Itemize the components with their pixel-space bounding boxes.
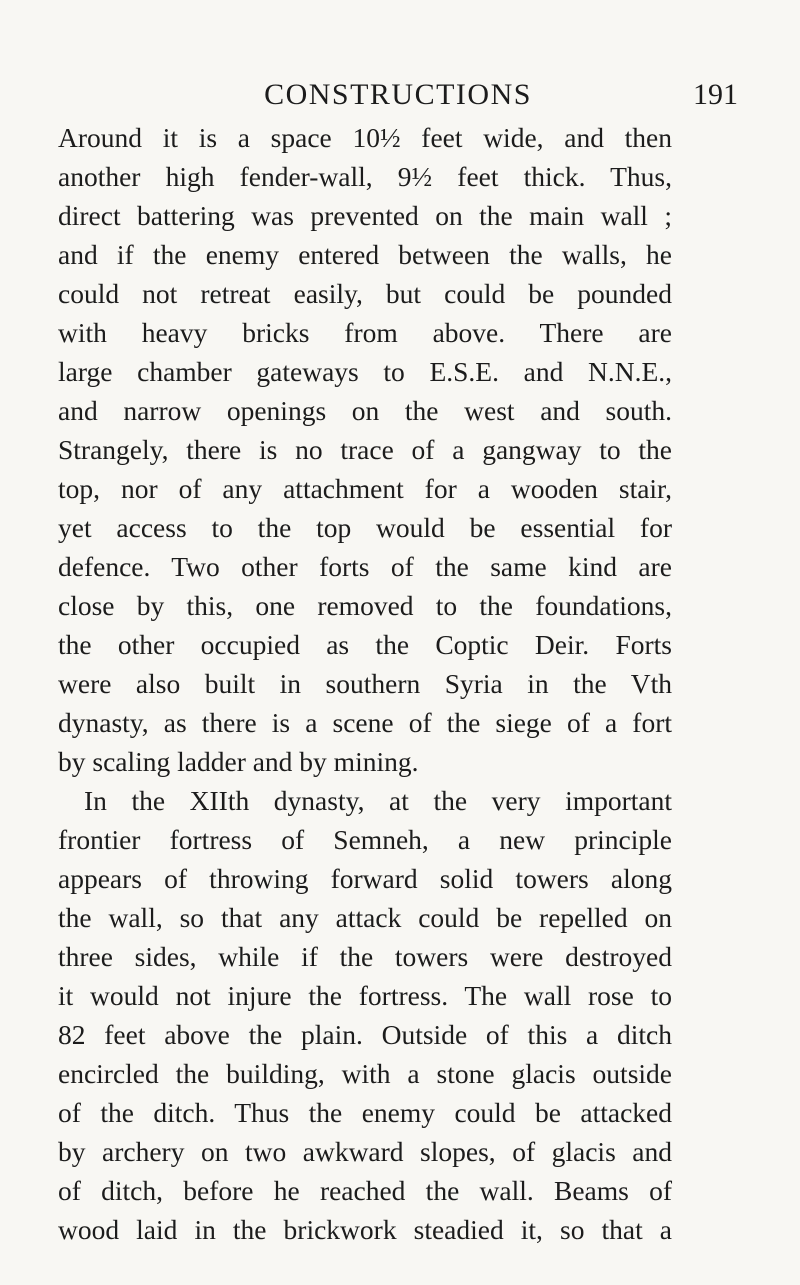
text-line: by scaling ladder and by mining. [58, 746, 419, 777]
text-line: three sides, while if the towers were destroyed [58, 941, 672, 972]
page-number: 191 [693, 78, 738, 111]
text-line: defence. Two other forts of the same kind are [58, 551, 672, 582]
text-line: direct battering was prevented on the main wall ; [58, 200, 672, 231]
text-line: top, nor of any attachment for a wooden stair, [58, 473, 672, 504]
text-line: could not retreat easily, but could be pounded [58, 278, 672, 309]
text-line: close by this, one removed to the foundations, [58, 590, 672, 621]
text-line: and if the enemy entered between the walls, he [58, 239, 672, 270]
text-line: appears of throwing forward solid towers along [58, 863, 672, 894]
text-line: and narrow openings on the west and south. [58, 395, 672, 426]
running-head [58, 78, 738, 118]
chapter-title: CONSTRUCTIONS [264, 78, 532, 111]
text-line: wood laid in the brickwork steadied it, so that a [58, 1214, 672, 1245]
text-line: of ditch, before he reached the wall. Beams of [58, 1175, 672, 1206]
text-line: yet access to the top would be essential for [58, 512, 672, 543]
text-line: Strangely, there is no trace of a gangway to the [58, 434, 672, 465]
text-line: the other occupied as the Coptic Deir. Forts [58, 629, 672, 660]
text-line: were also built in southern Syria in the Vth [58, 668, 672, 699]
text-line: the wall, so that any attack could be repelled on [58, 902, 672, 933]
text-line: dynasty, as there is a scene of the siege of a fort [58, 707, 672, 738]
text-line: 82 feet above the plain. Outside of this a ditch [58, 1019, 672, 1050]
text-line: large chamber gateways to E.S.E. and N.N.E., [58, 356, 672, 387]
text-line: of the ditch. Thus the enemy could be attacked [58, 1097, 672, 1128]
text-line: Around it is a space 10½ feet wide, and then [58, 122, 672, 153]
paragraph [58, 781, 672, 1249]
paragraph [58, 118, 672, 781]
text-line: frontier fortress of Semneh, a new principle [58, 824, 672, 855]
text-line: by archery on two awkward slopes, of glacis and [58, 1136, 672, 1167]
text-line: another high fender-wall, 9½ feet thick. Thus, [58, 161, 672, 192]
text-line: it would not injure the fortress. The wall rose to [58, 980, 672, 1011]
text-line: In the XIIth dynasty, at the very important [84, 785, 672, 816]
body-text [58, 118, 672, 1249]
text-line: encircled the building, with a stone glacis outside [58, 1058, 672, 1089]
text-line: with heavy bricks from above. There are [58, 317, 672, 348]
